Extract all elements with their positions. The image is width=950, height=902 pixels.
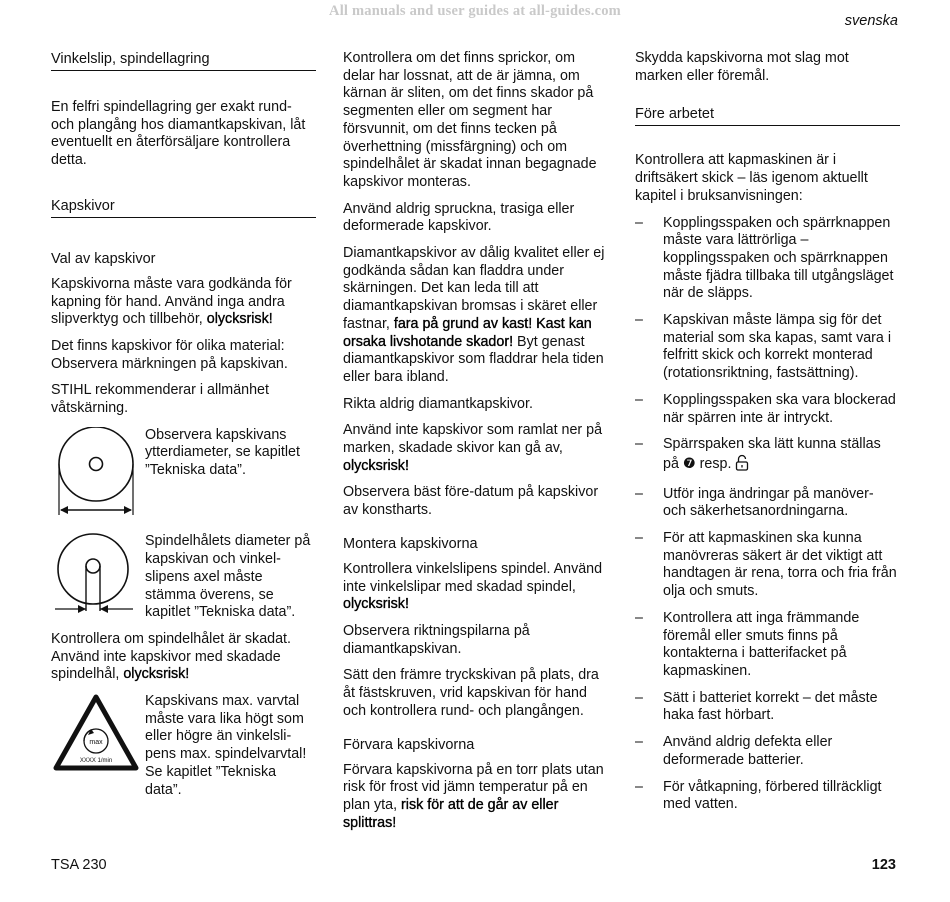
front-disc-text: Sätt den främre tryckskivan på plats, dra åt fästskruven, vrid kapskivan för hand och kontrollera rund- och plangången. <box>343 667 599 719</box>
page-number: 123 <box>871 857 896 873</box>
never-use-cracked-text: Använd aldrig spruckna, trasiga eller deformerade kapskivor. <box>343 200 575 235</box>
figure-max-speed <box>51 693 316 799</box>
list-item: – Använd aldrig defekta eller deformerade batterier. <box>635 734 833 768</box>
mount-spindle-text: Kontrollera vinkelslipens spindel. Använd inte vinkelslipar med skadad spindel, olycksrisk! <box>343 560 603 613</box>
list-item: – Kopplingsspaken ska vara blockerad när spärren inte är intryckt. <box>635 391 896 426</box>
warning-text: olycksrisk! <box>343 457 409 474</box>
unlocked-padlock-icon <box>735 454 749 477</box>
checklist <box>635 215 900 814</box>
list-item: – Kapskivan måste lämpa sig för det material som ska kapas, samt vara i felfritt skick och korrekt monterad (rotationsriktning, fastsättning). <box>635 312 892 382</box>
footer-model: TSA 230 <box>51 857 107 873</box>
column-3 <box>635 50 900 823</box>
direction-arrows-text: Observera riktningspilarna på diamantkapskivan. <box>343 622 530 657</box>
dropped-discs-text: Använd inte kapskivor som ramlat ner på marken, skadade skivor kan gå av, olycksrisk! <box>343 422 603 474</box>
check-machine-text: Kontrollera att kapmaskinen är i driftsäkert skick – läs igenom aktuellt kapitel i bruksanvisningen: <box>635 152 868 204</box>
language-label: svenska <box>844 13 898 29</box>
approved-discs-text: Kapskivorna måste vara godkända för kapning för hand. Använd inga andra slipverktyg och tillbehör, olycksrisk! <box>51 275 292 328</box>
figure-spindle-hole <box>51 533 316 622</box>
section-title-spindle-bearing: Vinkelslip, spindellagring <box>51 50 316 71</box>
list-item: – För att kapmaskinen ska kunna manövreras säkert är det viktigt att handtagen är rena, torra och fria från olja och smuts. <box>635 530 897 600</box>
list-item: – Kopplingsspaken och spärrknappen måste vara lättrörliga – kopplingsspaken och spärrknappen måste fjädra tillbaka till utgångsläget när de släpps. <box>635 214 894 302</box>
spindle-hole-text: Spindelhålets diameter på kapskivan och vinkel-slipens axel måste stämma överens, se kapitlet ”Tekniska data”. <box>145 533 311 621</box>
spindle-bearing-text: En felfri spindellagring ger exakt rund- och plangång hos diamantkapskivan, låt eventuellt en återförsäljare kontrollera detta. <box>51 99 306 169</box>
subheading-store-discs: Förvara kapskivorna <box>343 736 475 753</box>
disc-diameter-illustration <box>51 427 145 525</box>
list-item: – För våtkapning, förbered tillräckligt med vatten. <box>635 778 882 813</box>
stihl-recommendation-text: STIHL rekommenderar i allmänhet våtskärning. <box>51 382 269 417</box>
figure-outer-diameter <box>51 427 316 525</box>
diamond-quality-text: Diamantkapskivor av dålig kvalitet eller ej godkända sådan kan fladdra under skärningen. Det kan leda till att diamantkapskivan bromsas i skäret eller fastnar, fara på grund av kast! Kast kan orsaka livshotande skador! Byt genast diamantkapskivor som fladdrar hela tiden eller bara ibland. <box>343 245 605 385</box>
max-label: max <box>89 739 103 747</box>
list-item: – Utför inga ändringar på manöver- och säkerhetsanordningarna. <box>635 485 874 520</box>
warning-text: fara på grund av kast! Kast kan orsaka livshotande skador! <box>343 315 592 350</box>
never-straighten-text: Rikta aldrig diamantkapskivor. <box>343 395 533 412</box>
outer-diameter-text: Observera kapskivans ytterdiameter, se kapitlet ”Tekniska data”. <box>145 426 300 479</box>
rpm-label: XXXX 1/min <box>79 758 113 765</box>
store-discs-text: Förvara kapskivorna på en torr plats utan risk för frost vid jämn temperatur på en plan yta, risk för att de går av eller splittras! <box>343 761 604 831</box>
materials-text: Det finns kapskivor för olika material: Observera märkningen på kapskivan. <box>51 337 288 372</box>
warning-text: olycksrisk! <box>343 596 409 613</box>
spindle-hole-illustration <box>51 533 145 622</box>
max-speed-text: Kapskivans max. varvtal måste vara lika högt som eller högre än vinkelsli-pens max. spindelvarvtal! Se kapitlet ”Tekniska data”. <box>145 693 307 798</box>
section-title-before-work: Före arbetet <box>635 105 900 126</box>
watermark: All manuals and user guides at all-guides.com <box>329 3 621 19</box>
best-before-text: Observera bäst före-datum på kapskivor av konstharts. <box>343 484 599 519</box>
list-item: – Sätt i batteriet korrekt – det måste haka fast hörbart. <box>635 689 878 724</box>
column-1 <box>51 50 316 808</box>
warning-text: risk för att de går av eller splittras! <box>343 796 559 831</box>
warning-text: olycksrisk! <box>123 666 190 683</box>
cracks-check-text: Kontrollera om det finns sprickor, om delar har lossnat, att de är jämna, om kärnan är sliten, om det finns skador på segmenten eller om segment har försvunnit, om det finns tecken på överhettning (missfärgning) och om spindelhålet är skadat innan begagnade kapskivor monteras. <box>343 50 597 190</box>
subheading-mount-discs: Montera kapskivorna <box>343 535 478 552</box>
column-2 <box>343 50 607 841</box>
spindle-hole-damage-text: Kontrollera om spindelhålet är skadat. Använd inte kapskivor med skadade spindelhål, olycksrisk! <box>51 630 292 683</box>
section-title-cutting-discs: Kapskivor <box>51 197 316 218</box>
protect-discs-text: Skydda kapskivorna mot slag mot marken eller föremål. <box>635 50 849 84</box>
warning-text: olycksrisk! <box>206 311 273 328</box>
max-speed-warning-icon <box>51 693 145 799</box>
list-item: – Kontrollera att inga främmande föremål eller smuts finns på kontakterna i batterifacket på kapmaskinen. <box>635 609 860 679</box>
list-item: – Spärrspaken ska lätt kunna ställas på ❼ resp. <box>635 436 900 476</box>
subheading-choice-of-discs: Val av kapskivor <box>51 250 156 267</box>
